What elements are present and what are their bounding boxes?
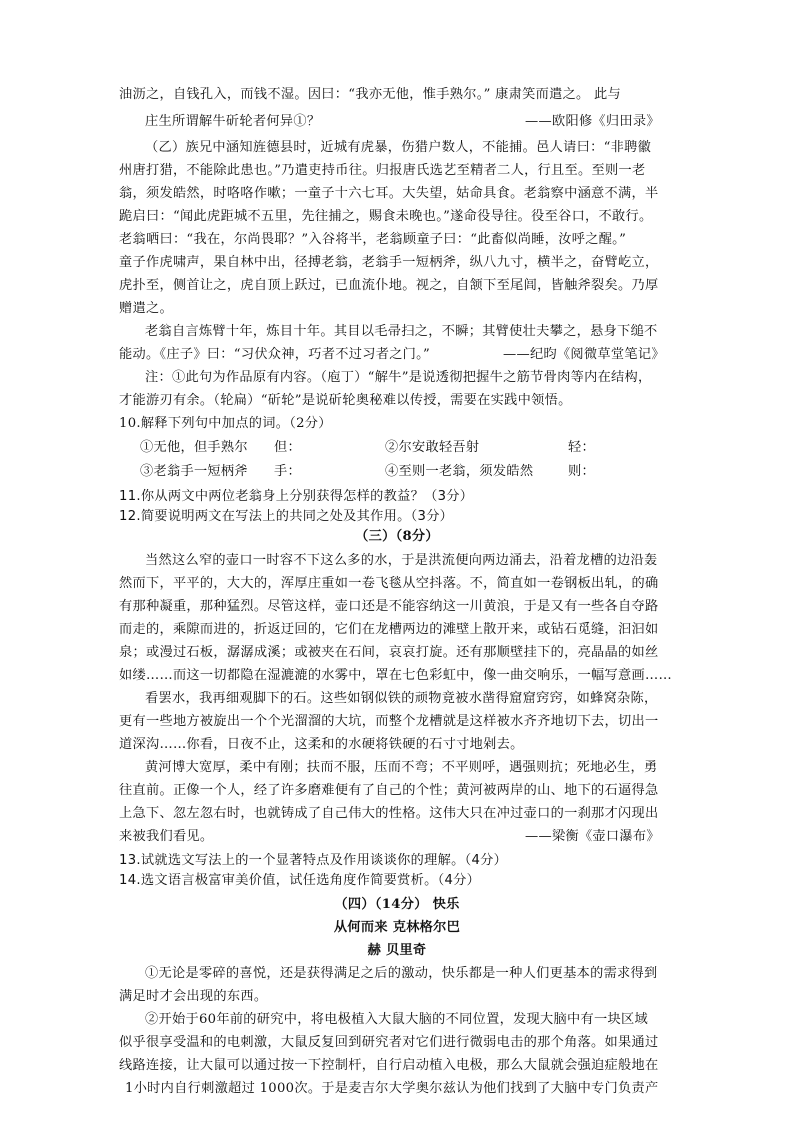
- text-line: ①无论是零碎的喜悦，还是获得满足之后的激动，快乐都是一种人们更基本的需求得到: [145, 966, 658, 981]
- text-line: 来被我们看见。: [119, 829, 214, 844]
- text-line: 而走的，乘隙而进的，折返迂回的，它们在龙槽两边的滩壁上散开来，或钻石觅缝，汩汩如: [119, 622, 659, 637]
- text-line: 满足时才会出现的东西。: [119, 989, 268, 1004]
- answer-blank-label: 但：: [274, 440, 301, 455]
- text-line: 泉；或漫过石板，潺潺成溪；或被夹在石间，哀哀打旋。还有那顺壁挂下的，亮晶晶的如丝: [119, 645, 659, 660]
- text-line: 黄河博大宽厚，柔中有刚；扶而不服，压而不弯；不平则呼，遇强则抗；死地必生，勇: [145, 760, 658, 775]
- section-heading: （三）（8分）: [355, 529, 439, 544]
- question-12: 12.简要说明两文在写法上的共同之处及其作用。（3分）: [119, 509, 454, 524]
- question-13: 13.试就选文写法上的一个显著特点及作用谈谈你的理解。（4分）: [119, 853, 508, 868]
- note-line: 才能游刃有余。（轮扁）“斫轮”是说斫轮奥秘难以传授，需要在实践中领悟。: [119, 393, 572, 408]
- text-line: 能动。《庄子》曰：“习伏众神，巧者不过习者之门。”: [119, 347, 431, 362]
- answer-blank-label: 则：: [568, 464, 595, 479]
- text-line: 然而下，平平的，大大的，浑厚庄重如一卷飞毯从空抖落。不，简直如一卷钢板出轧，的确: [119, 576, 659, 591]
- article-author: 赫 贝里奇: [367, 943, 427, 958]
- text-line: ②开始于60年前的研究中，将电极植入大鼠大脑的不同位置，发现大脑中有一块区域: [145, 1012, 648, 1027]
- question-item: ②尔安敢轻吾射: [385, 440, 480, 455]
- text-line: 线路连接，让大鼠可以通过按一下控制杆，自行启动植入电极，那么大鼠就会强迫症般地在: [119, 1058, 659, 1073]
- text-line: 有那种凝重，那种猛烈。尽管这样，壶口还是不能容纳这一川黄浪，于是又有一些各自夺路: [119, 599, 659, 614]
- question-item: ④至则一老翁，须发皓然: [385, 464, 534, 479]
- article-title: 从何而来 克林格尔巴: [333, 920, 461, 935]
- text-line: （乙）族兄中涵知旌德县时，近城有虎暴，伤猎户数人，不能捕。邑人请曰：“非聘徽: [145, 140, 652, 155]
- text-line: 赠遣之。: [119, 301, 173, 316]
- question-14: 14.选文语言极富审美价值，试任选角度作简要赏析。（4分）: [119, 873, 481, 888]
- text-line: 似乎很享受温和的电刺激，大鼠反复回到研究者对它们进行微弱电击的那个角落。如果通过: [119, 1035, 659, 1050]
- text-line: 往直前。正像一个人，经了许多磨难便有了自己的个性；黄河被两岸的山、地下的石逼得急: [119, 783, 659, 798]
- question-10: 10.解释下列句中加点的词。（2分）: [119, 416, 332, 431]
- answer-blank-label: 手：: [274, 464, 301, 479]
- text-line: 童子作虎啸声，果自林中出，径搏老翁，老翁手一短柄斧，纵八九寸，横半之，奋臂屹立，: [119, 255, 659, 270]
- text-line: 翁，须发皓然，时咯咯作嗽；一童子十六七耳。大失望，姑命具食。老翁察中涵意不满，半: [119, 186, 659, 201]
- text-line: 庄生所谓解牛斫轮者何异①？: [145, 114, 321, 129]
- text-line: 如缕……而这一切都隐在湿漉漉的水雾中，罩在七色彩虹中，像一曲交响乐，一幅写意画……: [119, 668, 672, 683]
- answer-blank-label: 轻：: [568, 440, 595, 455]
- text-line: 更有一些地方被旋出一个个光溜溜的大坑，而整个龙槽就是这样被水齐齐地切下去，切出一: [119, 714, 659, 729]
- note-line: 注：①此句为作品原有内容。（庖丁）“解牛”是说透彻把握牛之筋节骨肉等内在结构，: [145, 370, 652, 385]
- text-line: 油沥之，自钱孔入，而钱不湿。因曰：“我亦无他，惟手熟尔。” 康肃笑而遣之。 此与: [119, 87, 622, 102]
- text-line: 老翁自言炼臂十年，炼目十年。其目以毛帚扫之，不瞬；其臂使壮夫攀之，悬身下缒不: [145, 324, 658, 339]
- text-line: 虎扑至，侧首让之，虎自顶上跃过，已血流仆地。视之，自颔下至尾闾，皆触斧裂矣。乃厚: [119, 278, 659, 293]
- question-11: 11.你从两文中两位老翁身上分别获得怎样的教益？（3分）: [119, 489, 474, 504]
- text-line: 看罢水，我再细观脚下的石。这些如钢似铁的顽物竟被水凿得窟窟窍窍，如蜂窝杂陈，: [145, 691, 658, 706]
- text-line: 跪启曰：“闻此虎距城不五里，先往捕之，赐食未晚也。”遂命役导往。役至谷口，不敢行。: [119, 209, 653, 224]
- section-heading: （四）（14分） 快乐: [334, 897, 460, 912]
- text-line: 老翁哂曰：“我在，尔尚畏耶？”入谷将半，老翁顾童子曰：“此畜似尚睡，汝呼之醒。”: [119, 232, 627, 247]
- question-item: ①无他，但手熟尔: [140, 440, 248, 455]
- text-line: 当然这么窄的壶口一时容不下这么多的水，于是洪流便向两边涌去，沿着龙槽的边沿轰: [145, 553, 658, 568]
- source-attribution: ——纪昀《阅微草堂笔记》: [503, 347, 665, 362]
- source-attribution: ——欧阳修《归田录》: [525, 114, 660, 129]
- text-line: 1小时内自行刺激超过 1000次。于是麦吉尔大学奥尔兹认为他们找到了大脑中专门负责产: [125, 1081, 659, 1096]
- source-attribution: ——梁衡《壶口瀑布》: [525, 829, 660, 844]
- text-line: 州唐打猎，不能除此患也。”乃遣吏持币往。归报唐氏选艺至精者二人，行且至。至则一老: [119, 163, 646, 178]
- text-line: 上急下、忽左忽右时，也就铸成了自己伟大的性格。这伟大只在冲过壶口的一刹那才闪现出: [119, 806, 659, 821]
- question-item: ③老翁手一短柄斧: [140, 464, 248, 479]
- text-line: 道深沟……你看，日夜不止，这柔和的水硬将铁硬的石寸寸地剁去。: [119, 737, 524, 752]
